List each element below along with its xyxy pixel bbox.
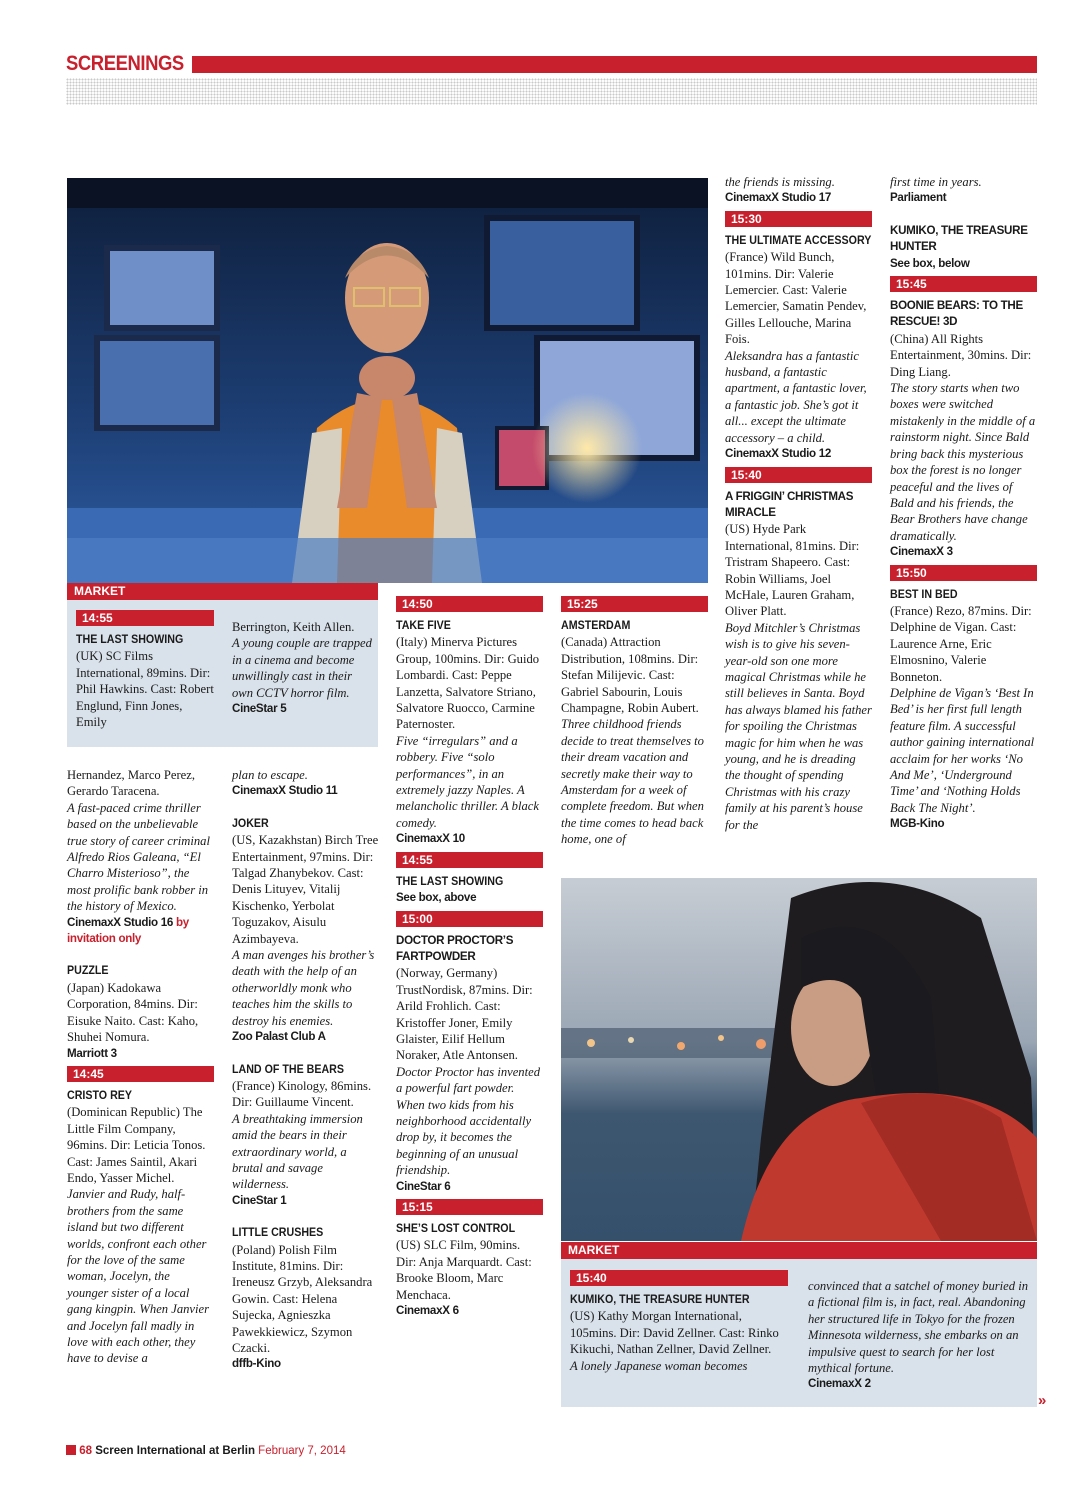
film-venue xyxy=(67,915,214,948)
film-synopsis: Janvier and Rudy, half-brothers from the same island but two different worlds, confront each other for the love of the same woman, Jocelyn, the younger sister of a local gang kingpin. When Janvier and Jocelyn fall madly in love with each other, they have to devise a xyxy=(67,1187,209,1366)
film-venue: CinemaxX Studio 11 xyxy=(232,784,338,798)
film-title: TAKE FIVE xyxy=(396,619,451,632)
film-still-kumiko xyxy=(561,878,1037,1241)
film-details: (US, Kazakhstan) Birch Tree Entertainment, 97mins. Dir: Talgad Zhanybekov. Cast: Denis Lituyev, Vitalij Kischenko, Yerbolat Toguzakov, Aisulu Azimbayeva. xyxy=(232,833,379,946)
cross-reference: See box, below xyxy=(890,256,970,270)
column-4 xyxy=(561,592,708,848)
issue-date: February 7, 2014 xyxy=(258,1445,346,1457)
time-label: 14:55 xyxy=(396,852,543,868)
film-title: LAND OF THE BEARS xyxy=(232,1062,344,1076)
film-details: (US) Hyde Park International, 81mins. Dir: Tristram Shapeero. Cast: Robin Williams, Joel McHale, Lauren Graham, Oliver Platt. xyxy=(725,522,860,619)
film-venue: CineStar 6 xyxy=(396,1179,451,1193)
film-details: (France) Rezo, 87mins. Dir: Delphine de Vigan. Cast: Laurence Arne, Eric Elmosnino, Valerie Bonneton. xyxy=(890,603,1032,684)
film-synopsis-cont: first time in years. xyxy=(890,175,982,189)
film-title: THE LAST SHOWING xyxy=(76,633,184,646)
film-details: (UK) SC Films International, 89mins. Dir: Phil Hawkins. Cast: Robert Englund, Finn Jones, Emily xyxy=(76,649,214,730)
box1-left xyxy=(76,606,214,730)
time-label: 15:40 xyxy=(570,1270,788,1286)
film-venue: CinemaxX Studio 12 xyxy=(725,447,832,461)
photo-illustration xyxy=(67,178,708,583)
page-number: 68 xyxy=(79,1445,92,1457)
invitation-note: by invitation only xyxy=(67,915,189,946)
film-synopsis: A man avenges his brother’s death with the help of an otherworldly monk who teaches him the skills to destroy his enemies. xyxy=(232,948,375,1028)
photo-illustration xyxy=(561,878,1037,1241)
continue-arrow-icon: » xyxy=(1038,1392,1047,1409)
film-synopsis: A young couple are trapped in a cinema and become unwillingly cast in their own CCTV horror film. xyxy=(232,636,372,700)
film-venue: CinemaxX 3 xyxy=(890,545,953,559)
box2-left xyxy=(570,1266,790,1374)
time-label: 15:15 xyxy=(396,1199,543,1215)
film-venue: CinemaxX 2 xyxy=(808,1377,871,1391)
film-synopsis-cont: plan to escape. xyxy=(232,768,308,782)
film-details: (Canada) Attraction Distribution, 108mins. Dir: Stefan Milijevic. Cast: Gabriel Sabourin, Louis Champagne, Robin Aubert. xyxy=(561,635,699,716)
film-venue: CinemaxX 6 xyxy=(396,1304,459,1318)
time-label: 15:00 xyxy=(396,911,543,927)
film-title: THE ULTIMATE ACCESSORY xyxy=(725,233,872,247)
column-1 xyxy=(67,767,214,1367)
film-venue: dffb-Kino xyxy=(232,1357,281,1371)
film-venue: MGB-Kino xyxy=(890,817,945,831)
film-details: (Poland) Polish Film Institute, 81mins. Dir: Ireneusz Grzyb, Aleksandra Gowin. Cast: Helena Sujecka, Agnieszka Pawekkiewicz, Szymon Czacki. xyxy=(232,1242,373,1355)
time-label: 15:25 xyxy=(561,596,708,612)
film-title: JOKER xyxy=(232,816,269,830)
box1-right xyxy=(232,619,372,717)
time-label: 15:45 xyxy=(890,276,1037,292)
film-title: THE LAST SHOWING xyxy=(396,874,504,888)
film-venue: CinemaxX Studio 17 xyxy=(725,191,832,205)
film-venue: CineStar 1 xyxy=(232,1193,287,1207)
publication-name: Screen International at Berlin xyxy=(95,1445,255,1457)
film-title: LITTLE CRUSHES xyxy=(232,1226,324,1240)
film-details: (US) SLC Film, 90mins. Dir: Anja Marquardt. Cast: Brooke Bloom, Marc Menchaca. xyxy=(396,1238,532,1302)
market-label: MARKET xyxy=(561,1242,1037,1259)
time-label: 15:40 xyxy=(725,467,872,483)
film-synopsis: Five “irregulars” and a robbery. Five “solo performances”, in an extremely jazzy Naples. A melancholic thriller. A black comedy. xyxy=(396,733,539,830)
header-dot-pattern xyxy=(66,78,1037,105)
film-synopsis: Aleksandra has a fantastic husband, a fantastic apartment, a fantastic lover, a fantastic job. She’s got it all... except the ultimate accessory – a child. xyxy=(725,348,867,445)
film-venue: CineStar 5 xyxy=(232,702,287,716)
film-still-the-last-showing xyxy=(67,178,708,583)
film-synopsis: Boyd Mitchler’s Christmas wish is to give his seven-year-old son one more magical Christmas while he still believes in Santa. Boyd has always blamed his father for spoiling the Christmas magic for him when he was young, and he is dreading the thought of spending Christmas with his crazy family at his parent’s house for the xyxy=(725,620,872,832)
film-title: KUMIKO, THE TREASURE HUNTER xyxy=(570,1293,750,1306)
film-title: AMSTERDAM xyxy=(561,619,631,632)
film-synopsis: Three childhood friends decide to treat themselves to their dream vacation and secretly make their way to Amsterdam for a week of complete freedom. But when the time comes to head back home, one of xyxy=(561,717,704,847)
column-2 xyxy=(232,767,379,1373)
film-venue: Zoo Palast Club A xyxy=(232,1030,326,1044)
time-label: 15:50 xyxy=(890,565,1037,581)
film-details-cont: Hernandez, Marco Perez, Gerardo Taracena. xyxy=(67,768,195,799)
film-title: PUZZLE xyxy=(67,964,109,978)
film-details-cont: Berrington, Keith Allen. xyxy=(232,620,355,634)
section-title: SCREENINGS xyxy=(66,52,184,75)
film-synopsis: Delphine de Vigan’s ‘Best In Bed’ is her first full length feature film. A successful author gaining international acclaim for her works ‘No And Me’, ‘Underground Time’ and ‘Nothing Holds Back The Night’. xyxy=(890,685,1035,815)
page-footer xyxy=(66,1445,346,1457)
film-title: KUMIKO, THE TREASURE HUNTER xyxy=(890,223,1028,254)
column-3 xyxy=(396,592,543,1319)
film-details: (China) All Rights Entertainment, 30mins. Dir: Ding Liang. xyxy=(890,331,1032,379)
film-synopsis: The story starts when two boxes were switched mistakenly in the middle of a rainstorm night. Since Bald bring back this mysterious box the forest is no longer peaceful and the lives of Bald and his friends, the Bear Brothers have change dramatically. xyxy=(890,381,1036,543)
film-synopsis-cont: convinced that a satchel of money buried in a fictional film is, in fact, real. Abandoning her structured life in Tokyo for the frozen Minnesota wilderness, she embarks on an impulsive quest to search for her lost mythical fortune. xyxy=(808,1279,1028,1376)
film-details: (Norway, Germany) TrustNordisk, 87mins. Dir: Arild Frohlich. Cast: Kristoffer Joner, Emily Glaister, Eilif Hellum Noraker, Atle Antonsen. xyxy=(396,966,533,1063)
film-title: SHE’S LOST CONTROL xyxy=(396,1222,516,1235)
film-venue: Marriott 3 xyxy=(67,1046,117,1060)
film-title: DOCTOR PROCTOR’S FARTPOWDER xyxy=(396,933,514,963)
film-venue: Parliament xyxy=(890,191,947,205)
film-synopsis-cont: the friends is missing. xyxy=(725,175,835,189)
footer-square-icon xyxy=(66,1445,76,1455)
film-venue: CinemaxX 10 xyxy=(396,832,465,846)
column-6 xyxy=(890,174,1037,833)
cross-reference: See box, above xyxy=(396,891,477,905)
film-details: (US) Kathy Morgan International, 105mins. Dir: David Zellner. Cast: Rinko Kikuchi, Nathan Zellner, David Zellner. xyxy=(570,1309,779,1357)
film-details: (Italy) Minerva Pictures Group, 100mins. Dir: Guido Lombardi. Cast: Peppe Lanzetta, Salvatore Striano, Salvatore Ruocco, Carmine Paternoster. xyxy=(396,635,540,732)
film-synopsis: A breathtaking immersion amid the bears in their extraordinary world, a brutal and savage wilderness. xyxy=(232,1111,363,1192)
film-synopsis: A lonely Japanese woman becomes xyxy=(570,1358,748,1373)
column-5 xyxy=(725,174,872,833)
time-label: 14:50 xyxy=(396,596,543,612)
film-details: (Dominican Republic) The Little Film Company, 96mins. Dir: Leticia Tonos. Cast: James Saintil, Akari Endo, Yasser Michel. xyxy=(67,1105,206,1185)
market-label: MARKET xyxy=(67,583,378,600)
film-synopsis: Doctor Proctor has invented a powerful fart powder. When two kids from his neighborhood accidentally drop by, it becomes the beginning of an unusual friendship. xyxy=(396,1064,540,1178)
film-title: BEST IN BED xyxy=(890,587,958,601)
film-details: (Japan) Kadokawa Corporation, 84mins. Dir: Eisuke Naito. Cast: Kaho, Shuhei Nomura. xyxy=(67,980,199,1045)
section-title-bar xyxy=(192,56,1037,73)
film-title: A FRIGGIN’ CHRISTMAS MIRACLE xyxy=(725,489,854,519)
time-label: 14:55 xyxy=(76,610,214,626)
film-title: BOONIE BEARS: TO THE RESCUE! 3D xyxy=(890,299,1023,329)
time-label: 15:30 xyxy=(725,211,872,227)
venue-name: CinemaxX Studio 16 xyxy=(67,915,174,929)
film-details: (France) Wild Bunch, 101mins. Dir: Valerie Lemercier. Cast: Valerie Lemercier, Samatin Pendev, Gilles Lellouche, Marina Fois. xyxy=(725,250,867,347)
time-label: 14:45 xyxy=(67,1066,214,1082)
film-title: CRISTO REY xyxy=(67,1088,133,1102)
film-details: (France) Kinology, 86mins. Dir: Guillaume Vincent. xyxy=(232,1078,372,1110)
film-synopsis: A fast-paced crime thriller based on the unbelievable true story of career criminal Alfredo Rios Galeana, “El Charro Misterioso”, the most prolific bank robber in the history of Mexico. xyxy=(67,800,210,914)
box2-right xyxy=(808,1278,1032,1393)
